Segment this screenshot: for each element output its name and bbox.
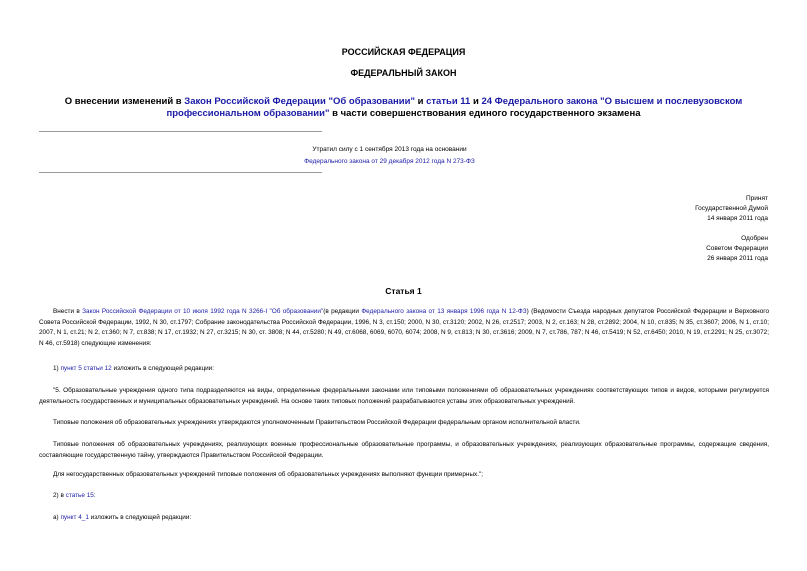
country-heading: РОССИЙСКАЯ ФЕДЕРАЦИЯ: [341, 47, 466, 57]
paragraph-text: а): [53, 514, 61, 521]
title-link-article-11[interactable]: статьи 11: [426, 96, 471, 107]
adoption-duma-date: 14 января 2011 года: [707, 215, 768, 222]
law-type-heading: ФЕДЕРАЛЬНЫЙ ЗАКОН: [350, 68, 457, 78]
paragraph-7: [39, 491, 769, 502]
adoption-council-date: 26 января 2011 года: [707, 255, 768, 262]
title-text: О внесении изменений в: [64, 96, 185, 107]
divider: [39, 131, 322, 132]
link-education-law-1992[interactable]: Закон Российской Федерации от 10 июля 1992 года N 3266-I "Об образовании": [82, 308, 324, 315]
title-text: в части совершенствования единого государственного экзамена: [329, 108, 641, 119]
link-point-4-1[interactable]: пункт 4_1: [60, 514, 89, 521]
adoption-council-body: Советом Федерации: [706, 245, 768, 252]
paragraph-text: изложить в следующей редакции:: [88, 514, 192, 521]
link-federal-law-1996[interactable]: Федерального закона от 13 января 1996 года N 12-ФЗ: [361, 308, 527, 315]
link-article-15[interactable]: статье 15: [65, 492, 94, 499]
paragraph-6: Для негосударственных образовательных учреждений типовые положения об образовательных учреждениях выполняют функции примерных.";: [53, 471, 484, 478]
title-link-education-law[interactable]: Закон Российской Федерации "Об образовании": [184, 96, 415, 107]
paragraph-text: 1): [53, 365, 61, 372]
paragraph-3: "5. Образовательные учреждения одного типа подразделяются на виды, определенные федеральными законами или типовыми положениями об образовательных учреждениях соответствующих типов и видов, которыми регулируется деятельность государственных и муниципальных образовательных учреждений. На основе таких типовых положений разрабатываются уставы этих образовательных учреждений.: [39, 387, 769, 405]
divider: [39, 172, 322, 173]
paragraph-text: (в редакции: [323, 308, 362, 315]
title-link-higher-education-law[interactable]: 24 Федерального закона "О высшем и послевузовском профессиональном образовании": [166, 96, 743, 119]
status-note-text: Утратил силу с 1 сентября 2013 года на основании: [312, 146, 467, 153]
paragraph-text: :: [93, 492, 96, 499]
paragraph-1: [39, 307, 769, 349]
status-note-link[interactable]: Федерального закона от 29 декабря 2012 года N 273-ФЗ: [304, 158, 475, 165]
paragraph-text: ) (Ведомости Съезда народных депутатов Российской Федерации и Верховного Совета Российской Федерации, 1992, N 30, ст.1797; Собрание законодательства Российской Федерации, 1996, N 3, ст.150; 2000, N 30, ст.3120; 2002, N 26, ст.2517; 2003, N 2, ст.163; N 28, ст.2892; 2004, N 10, ст.835; N 35, ст.3607; 2006, N 1, ст.10; 2007, N 1, ст.21; N 2, ст.360; N 7, ст.838; N 17, ст.1932; N 27, ст.3215; N 30, ст. 3808; N 44, ст.5280; N 49, ст.6068, 6069, 6070, 6074; 2008, N 9, ст.813; N 30, ст.3616; 2009, N 7, ст.786, 787; N 46, ст.5419; N 52, ст.6450; 2010, N 19, ст.2291; N 25, ст.3072; N 46, ст.5918) следующие изменения:: [39, 308, 770, 347]
link-article-12-point-5[interactable]: пункт 5 статьи 12: [60, 365, 112, 372]
status-note: [297, 144, 482, 168]
adoption-duma-body: Государственной Думой: [695, 205, 768, 212]
paragraph-8: [39, 513, 769, 524]
title-text: и: [414, 96, 427, 107]
article-title: Статья 1: [385, 286, 422, 296]
paragraph-4: Типовые положения об образовательных учреждениях утверждаются уполномоченным Правительством Российской Федерации федеральным органом исполнительной власти.: [53, 419, 581, 426]
adoption-council: [706, 234, 768, 264]
adoption-duma: [695, 194, 768, 224]
paragraph-5: Типовые положения об образовательных учреждениях, реализующих военные профессиональные образовательные программы, и образовательных учреждениях, реализующих образовательные программы, содержащие сведения, составляющие государственную тайну, утверждаются Правительством Российской Федерации.: [39, 441, 769, 459]
paragraph-text: изложить в следующей редакции:: [111, 365, 215, 372]
paragraph-text: Внести в: [53, 308, 83, 315]
adoption-council-label: Одобрен: [741, 235, 768, 242]
adoption-duma-label: Принят: [745, 195, 768, 202]
paragraph-text: 2) в: [53, 492, 66, 499]
paragraph-2: [39, 364, 769, 375]
document-title: [30, 96, 777, 120]
title-text: и: [470, 96, 482, 107]
